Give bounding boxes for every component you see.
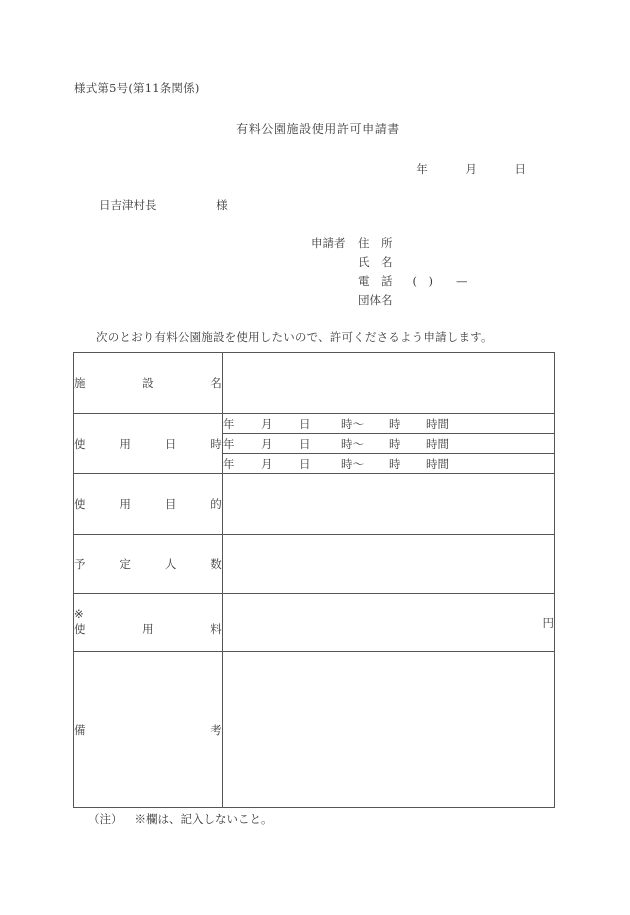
dt-to-label: 時 bbox=[389, 416, 401, 431]
dt-year-label: 年 bbox=[223, 416, 235, 431]
dt-day-label: 日 bbox=[299, 436, 311, 451]
table-row-remarks bbox=[74, 652, 555, 808]
row-label-usage-datetime bbox=[74, 414, 223, 474]
footnote-tag: （注） bbox=[88, 812, 123, 826]
table-row-usage-datetime bbox=[74, 414, 555, 474]
dt-from-label: 時〜 bbox=[341, 436, 364, 451]
datetime-row[interactable] bbox=[223, 414, 554, 434]
usage-purpose-field[interactable] bbox=[223, 474, 555, 535]
row-label-text: 予定人数 bbox=[74, 557, 222, 571]
dt-from-label: 時〜 bbox=[341, 416, 364, 431]
dt-month-label: 月 bbox=[261, 436, 273, 451]
dt-duration-label: 時間 bbox=[426, 436, 449, 451]
row-label-remarks bbox=[74, 652, 223, 808]
row-label-usage-fee bbox=[74, 594, 223, 652]
page-title-text: 有料公園施設使用許可申請書 bbox=[236, 122, 400, 136]
remarks-field[interactable] bbox=[223, 652, 555, 808]
applicant-tel-field: ( ) — bbox=[412, 274, 468, 288]
addressee bbox=[99, 197, 228, 213]
dt-to-label: 時 bbox=[389, 456, 401, 471]
dt-duration-label: 時間 bbox=[426, 416, 449, 431]
official-use-mark-icon: ※ bbox=[74, 606, 84, 621]
dt-month-label: 月 bbox=[261, 456, 273, 471]
applicant-tel-label: 電 話 bbox=[358, 274, 393, 288]
date-month-label: 月 bbox=[465, 162, 477, 176]
facility-name-field[interactable] bbox=[223, 353, 555, 414]
page-title bbox=[0, 120, 630, 137]
request-statement: 次のとおり有料公園施設を使用したいので、許可くださるよう申請します。 bbox=[96, 330, 493, 344]
usage-fee-field[interactable] bbox=[223, 594, 555, 652]
dt-day-label: 日 bbox=[299, 456, 311, 471]
applicant-address-label: 住 所 bbox=[358, 236, 393, 250]
row-label-expected-attendance bbox=[74, 535, 223, 594]
datetime-subtable bbox=[223, 414, 554, 473]
datetime-row-1[interactable] bbox=[223, 414, 554, 434]
dt-duration-label: 時間 bbox=[426, 456, 449, 471]
footnote bbox=[88, 811, 273, 827]
currency-unit-label: 円 bbox=[542, 615, 554, 630]
table-row-facility-name bbox=[74, 353, 555, 414]
row-label-text: 使用日時 bbox=[74, 436, 222, 451]
applicant-row-name bbox=[311, 253, 467, 272]
date-line bbox=[0, 161, 630, 177]
row-label-usage-purpose bbox=[74, 474, 223, 535]
dt-day-label: 日 bbox=[299, 416, 311, 431]
dt-year-label: 年 bbox=[223, 456, 235, 471]
row-label-facility-name bbox=[74, 353, 223, 414]
footnote-text: ※欄は、記入しないこと。 bbox=[134, 812, 273, 826]
row-label-text: 施設名 bbox=[74, 376, 222, 390]
dt-from-label: 時〜 bbox=[341, 456, 364, 471]
application-table bbox=[73, 352, 555, 808]
usage-datetime-cell bbox=[223, 414, 555, 474]
form-number: 様式第5号(第11条関係) bbox=[74, 81, 200, 95]
dt-year-label: 年 bbox=[223, 436, 235, 451]
expected-attendance-field[interactable] bbox=[223, 535, 555, 594]
table-row-expected-attendance bbox=[74, 535, 555, 594]
applicant-block bbox=[311, 234, 467, 310]
datetime-row[interactable] bbox=[223, 434, 554, 454]
dt-to-label: 時 bbox=[389, 436, 401, 451]
addressee-honorific: 様 bbox=[216, 198, 228, 212]
datetime-row-2[interactable] bbox=[223, 434, 554, 454]
dt-month-label: 月 bbox=[261, 416, 273, 431]
row-label-text: 使用料 bbox=[74, 621, 222, 636]
datetime-row-3[interactable] bbox=[223, 454, 554, 474]
applicant-row-tel bbox=[311, 272, 467, 291]
row-label-text: 備考 bbox=[74, 722, 222, 737]
addressee-name: 日吉津村長 bbox=[99, 198, 157, 212]
applicant-row-organization bbox=[311, 291, 467, 310]
date-year-label: 年 bbox=[416, 162, 428, 176]
row-label-text: 使用目的 bbox=[74, 497, 222, 511]
applicant-row-address bbox=[311, 234, 467, 253]
applicant-tag: 申請者 bbox=[311, 236, 346, 250]
date-day-label: 日 bbox=[514, 162, 526, 176]
table-row-usage-purpose bbox=[74, 474, 555, 535]
applicant-organization-label: 団体名 bbox=[358, 293, 393, 307]
applicant-name-label: 氏 名 bbox=[358, 255, 393, 269]
table-row-usage-fee bbox=[74, 594, 555, 652]
datetime-row[interactable] bbox=[223, 454, 554, 474]
